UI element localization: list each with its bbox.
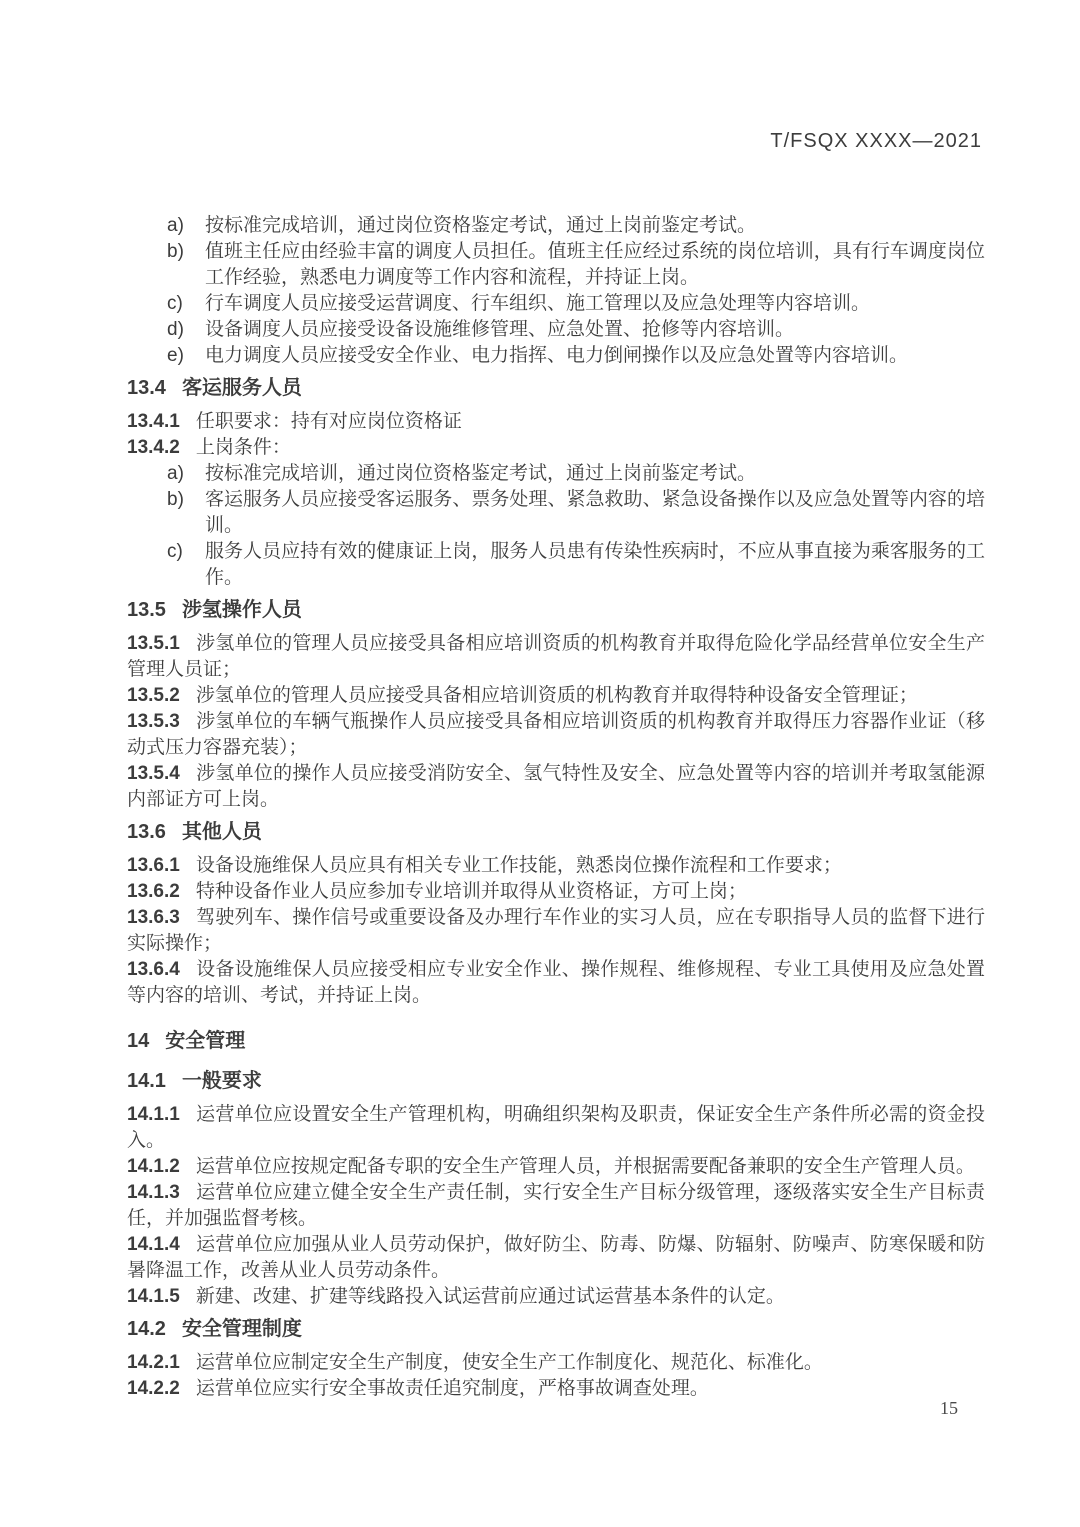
list-item xyxy=(127,239,985,291)
clause xyxy=(127,683,985,709)
clause xyxy=(127,409,985,435)
list-item xyxy=(127,317,985,343)
heading-number: 13.6 xyxy=(127,821,166,843)
clause-text: 特种设备作业人员应参加专业培训并取得从业资格证，方可上岗； xyxy=(195,881,747,902)
clause-text: 涉氢单位的管理人员应接受具备相应培训资质的机构教育并取得特种设备安全管理证； xyxy=(195,685,918,706)
list-item-label: c) xyxy=(167,541,183,562)
list-item-label: b) xyxy=(167,489,184,510)
list-item-text: 客运服务人员应接受客运服务、票务处理、紧急救助、紧急设备操作以及应急处置等内容的培训。 xyxy=(205,489,985,536)
standard-code: T/FSQX XXXX—2021 xyxy=(770,130,982,152)
list-item-text: 按标准完成培训，通过岗位资格鉴定考试，通过上岗前鉴定考试。 xyxy=(205,463,757,484)
list-item-text: 服务人员应持有效的健康证上岗，服务人员患有传染性疾病时，不应从事直接为乘客服务的工作。 xyxy=(205,541,985,588)
heading-number: 14.2 xyxy=(127,1318,166,1340)
clause-number: 14.1.2 xyxy=(127,1156,180,1177)
list-item-label: b) xyxy=(167,241,184,262)
clause-text: 新建、改建、扩建等线路投入试运营前应通过试运营基本条件的认定。 xyxy=(195,1286,785,1307)
clause xyxy=(127,1102,985,1154)
clause-number: 13.5.4 xyxy=(127,763,180,784)
clause-text: 上岗条件： xyxy=(195,437,291,458)
clause-number: 13.6.2 xyxy=(127,881,180,902)
section-heading xyxy=(127,819,985,845)
clause xyxy=(127,1180,985,1232)
clause xyxy=(127,1350,985,1376)
clause-text: 运营单位应制定安全生产制度，使安全生产工作制度化、规范化、标准化。 xyxy=(195,1352,823,1373)
clause-text: 涉氢单位的管理人员应接受具备相应培训资质的机构教育并取得危险化学品经营单位安全生产管理人员证； xyxy=(127,633,985,680)
clause-number: 14.2.1 xyxy=(127,1352,180,1373)
list-item-label: a) xyxy=(167,463,184,484)
clause xyxy=(127,709,985,761)
document-header xyxy=(127,130,982,153)
list-item xyxy=(127,461,985,487)
clause-text: 驾驶列车、操作信号或重要设备及办理行车作业的实习人员，应在专职指导人员的监督下进行实际操作； xyxy=(127,907,985,954)
list-item xyxy=(127,539,985,591)
clause-text: 涉氢单位的车辆气瓶操作人员应接受具备相应培训资质的机构教育并取得压力容器作业证（移动式压力容器充装）； xyxy=(127,711,985,758)
clause-text: 设备设施维保人员应具有相关专业工作技能，熟悉岗位操作流程和工作要求； xyxy=(195,855,842,876)
clause-text: 任职要求：持有对应岗位资格证 xyxy=(195,411,462,432)
clause-number: 14.1.3 xyxy=(127,1182,180,1203)
clause xyxy=(127,761,985,813)
clause-number: 13.5.1 xyxy=(127,633,180,654)
heading-title: 其他人员 xyxy=(181,821,262,843)
clause-number: 13.4.1 xyxy=(127,411,180,432)
clause-text: 运营单位应设置安全生产管理机构，明确组织架构及职责，保证安全生产条件所必需的资金投入。 xyxy=(127,1104,985,1151)
clause xyxy=(127,1154,985,1180)
section-heading xyxy=(127,597,985,623)
clause xyxy=(127,631,985,683)
clause xyxy=(127,853,985,879)
clause xyxy=(127,957,985,1009)
list-item-text: 按标准完成培训，通过岗位资格鉴定考试，通过上岗前鉴定考试。 xyxy=(205,215,757,236)
clause xyxy=(127,879,985,905)
list-item-text: 电力调度人员应接受安全作业、电力指挥、电力倒闸操作以及应急处置等内容培训。 xyxy=(205,345,909,366)
clause-text: 设备设施维保人员应接受相应专业安全作业、操作规程、维修规程、专业工具使用及应急处置等内容的培训、考试，并持证上岗。 xyxy=(127,959,985,1006)
clause-number: 13.5.3 xyxy=(127,711,180,732)
heading-number: 14.1 xyxy=(127,1070,166,1092)
clause xyxy=(127,435,985,461)
list-item-text: 设备调度人员应接受设备设施维修管理、应急处置、抢修等内容培训。 xyxy=(205,319,795,340)
clause-text: 运营单位应实行安全事故责任追究制度，严格事故调查处理。 xyxy=(195,1378,709,1399)
clause-number: 14.1.1 xyxy=(127,1104,180,1125)
list-item-label: a) xyxy=(167,215,184,236)
list-item xyxy=(127,213,985,239)
clause xyxy=(127,1376,985,1402)
heading-title: 一般要求 xyxy=(181,1070,262,1092)
heading-title: 安全管理制度 xyxy=(181,1318,302,1340)
list-item-label: d) xyxy=(167,319,184,340)
heading-number: 13.5 xyxy=(127,599,166,621)
list-item-text: 行车调度人员应接受运营调度、行车组织、施工管理以及应急处理等内容培训。 xyxy=(205,293,871,314)
clause-number: 14.1.4 xyxy=(127,1234,180,1255)
heading-number: 13.4 xyxy=(127,377,166,399)
clause xyxy=(127,1284,985,1310)
heading-title: 客运服务人员 xyxy=(181,377,302,399)
section-heading xyxy=(127,1316,985,1342)
clause-number: 14.1.5 xyxy=(127,1286,180,1307)
clause-text: 运营单位应建立健全安全生产责任制，实行安全生产目标分级管理，逐级落实安全生产目标责任，并加强监督考核。 xyxy=(127,1182,985,1229)
clause-number: 14.2.2 xyxy=(127,1378,180,1399)
clause xyxy=(127,1232,985,1284)
chapter-heading xyxy=(127,1028,985,1054)
clause-text: 运营单位应按规定配备专职的安全生产管理人员，并根据需要配备兼职的安全生产管理人员。 xyxy=(195,1156,975,1177)
heading-number: 14 xyxy=(127,1030,150,1052)
clause-number: 13.6.4 xyxy=(127,959,180,980)
clause-text: 运营单位应加强从业人员劳动保护，做好防尘、防毒、防爆、防辐射、防噪声、防寒保暖和防暑降温工作，改善从业人员劳动条件。 xyxy=(127,1234,985,1281)
clause-number: 13.5.2 xyxy=(127,685,180,706)
list-item xyxy=(127,487,985,539)
list-item-label: e) xyxy=(167,345,184,366)
page-number: 15 xyxy=(940,1398,958,1418)
list-item-label: c) xyxy=(167,293,183,314)
clause xyxy=(127,905,985,957)
section-heading xyxy=(127,375,985,401)
heading-title: 安全管理 xyxy=(165,1030,246,1052)
clause-number: 13.6.3 xyxy=(127,907,180,928)
document-footer xyxy=(940,1398,958,1419)
list-item xyxy=(127,291,985,317)
list-item-text: 值班主任应由经验丰富的调度人员担任。值班主任应经过系统的岗位培训，具有行车调度岗位工作经验，熟悉电力调度等工作内容和流程，并持证上岗。 xyxy=(205,241,985,288)
clause-number: 13.6.1 xyxy=(127,855,180,876)
document-body xyxy=(127,213,985,1402)
list-item xyxy=(127,343,985,369)
clause-text: 涉氢单位的操作人员应接受消防安全、氢气特性及安全、应急处置等内容的培训并考取氢能源内部证方可上岗。 xyxy=(127,763,985,810)
clause-number: 13.4.2 xyxy=(127,437,180,458)
heading-title: 涉氢操作人员 xyxy=(181,599,302,621)
section-heading xyxy=(127,1068,985,1094)
